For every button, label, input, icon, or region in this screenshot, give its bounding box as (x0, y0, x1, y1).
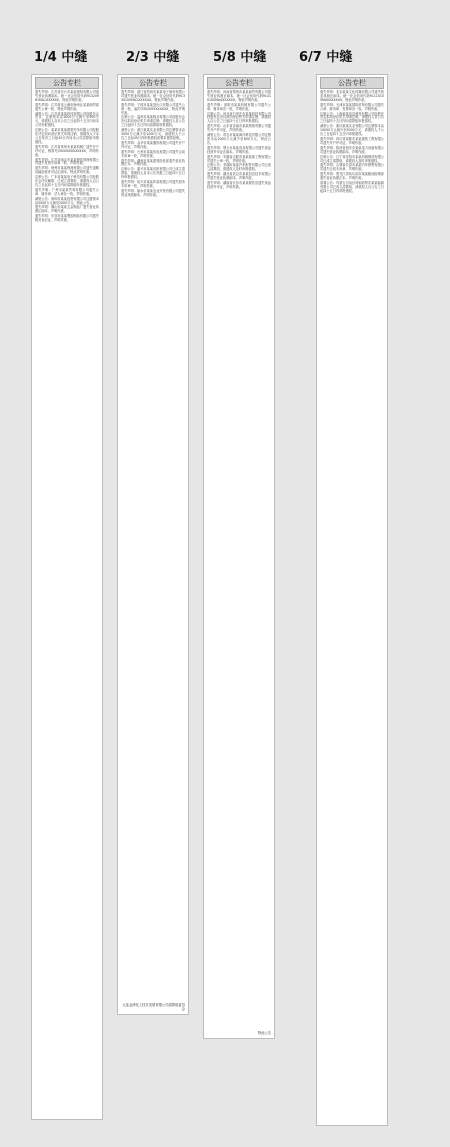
notice-paragraph: 遗失声明：洛阳市某某机械有限公司遗失公章、财务章各一枚，声明作废。 (207, 102, 271, 111)
notice-paragraph: 遗失声明：吉林省长春市某某汽车销售有限公司遗失合同专用章，声明作废。 (320, 163, 384, 172)
notice-paragraph: 遗失声明：佛山市某某五金制品厂遗失营业执照正副本，声明作废。 (35, 205, 99, 214)
notice-paragraph: 注销公告：芜湖市某某汽车配件有限公司已成立清算组，请债权人及时申报债权。 (207, 163, 271, 172)
notice-paragraph: 减资公告：江苏省某某科技有限公司经股东会决议，注册资本由1000万元减少至500万元，请债权人自本公告之日起四十五日内向本公司申报债权。 (35, 111, 99, 128)
notice-paragraph: 遗失声明：烟台市某某食品有限公司遗失食品经营许可证正副本，声明作废。 (207, 145, 271, 154)
notice-paragraph: 注销公告：辽宁省沈阳市某某机械制造有限公司已成立清算组，请债权人及时申报债权。 (320, 154, 384, 163)
column-footer: 特此公告 (257, 1031, 271, 1035)
notice-paragraph: 遗失声明：台州市某某机电有限公司遗失合同专用章一枚，声明作废。 (121, 149, 185, 158)
column-body (320, 91, 384, 194)
column-title: 公告专栏 (207, 77, 271, 89)
notice-paragraph: 遗失声明：绍兴市某某印染有限公司遗失财务专用章一枚，声明作废。 (121, 180, 185, 188)
notice-paragraph: 减资公告：浙江某某实业有限公司注册资本由3000万元减少至1000万元，请债权人于公告之日起45日内申报债权或要求提供担保。 (121, 128, 185, 140)
notice-paragraph: 遗失声明：江苏省东台市某某建材有限公司遗失营业执照副本，统一社会信用代码91320981MA1XXXXXX，特此声明作废。 (35, 90, 99, 102)
column-title: 公告专栏 (121, 77, 185, 89)
header-1-4: 1/4 中缝 (34, 50, 88, 65)
column-title: 公告专栏 (320, 77, 384, 89)
notice-paragraph: 遗失声明：山东省济南市某某物资有限公司遗失开户许可证，声明作废。 (207, 124, 271, 133)
notice-paragraph: 遗失声明：金华市某某服饰有限公司遗失开户许可证，声明作废。 (121, 140, 185, 149)
notice-column-3 (203, 74, 275, 1039)
notice-column-1 (31, 74, 103, 1120)
notice-paragraph: 遗失声明：黑龙江省哈尔滨市某某粮油经销部遗失营业执照正本，声明作废。 (320, 172, 384, 181)
notice-paragraph: 遗失声明：北京某某文化传媒有限公司遗失营业执照正副本，统一社会信用代码91110105MA0XXXXXX，特此声明作废。 (320, 90, 384, 102)
notice-paragraph: 遗失声明：天津市某某国际贸易有限公司遗失公章、财务章、发票章各一枚，声明作废。 (320, 102, 384, 111)
column-title: 公告专栏 (35, 77, 99, 89)
notice-paragraph: 遗失声明：湖州市某某建材经营部遗失营业执照正本，声明作废。 (121, 158, 185, 167)
notice-paragraph: 遗失声明：广州市某某贸易有限公司遗失公章、财务章、法人章各一枚，声明作废。 (35, 187, 99, 196)
notice-paragraph: 注销公告：嘉兴市某某纺织有限公司已成立清算组，请债权人自本公告见报之日起四十五日内申报债权。 (121, 167, 185, 180)
column-body (207, 91, 271, 190)
notice-paragraph: 遗失声明：安徽省合肥市某某装饰工程有限公司遗失公章一枚，声明作废。 (207, 154, 271, 163)
notice-paragraph: 减资公告：青岛市某某海洋科技有限公司注册资本由2000万元减少至800万元，特此公告。 (207, 133, 271, 145)
column-footer: 大连金湾化工技术发展有限公司清算组委员会 (122, 1003, 185, 1011)
notice-paragraph: 清算公告：内蒙古自治区呼和浩特市某某能源有限公司已成立清算组，请债权人自公告之日起四十五日内申报债权。 (320, 181, 384, 193)
notice-paragraph: 遗失声明：江苏省常州市某某机械厂遗失开户许可证，核准号J3040000XXXXXX，声明作废。 (35, 144, 99, 157)
notice-paragraph: 遗失声明：湖南省长沙市某某餐饮店遗失食品经营许可证，声明作废。 (207, 181, 271, 189)
column-body (35, 91, 99, 223)
header-2-3: 2/3 中缝 (126, 50, 180, 65)
notice-paragraph: 注销公告：温州市某某鞋业有限公司经股东会决议拟向登记机关申请注销，请债权人自公告之日起四十五日内向清算组申报债权。 (121, 115, 185, 128)
notice-paragraph: 遗失声明：浙江省杭州市某某电子商务有限公司遗失营业执照副本，统一社会信用代码91330100MA2XXXXXX，特此声明作废。 (121, 90, 185, 102)
header-6-7: 6/7 中缝 (299, 50, 353, 65)
notice-paragraph: 注销公告：河北省石家庄市某某科技有限公司经股东会决议拟向登记机关申请注销，请债权人自公告之日起四十五日内申报债权。 (207, 111, 271, 124)
notice-column-2 (117, 74, 189, 1015)
notice-paragraph: 遗失声明：陕西省西安市某某电力设备有限公司遗失营业执照副本，声明作废。 (320, 145, 384, 154)
notice-paragraph: 遗失声明：江苏省南京市某某餐饮管理有限公司遗失发票专用章一枚，声明作废。 (35, 157, 99, 166)
header-5-8: 5/8 中缝 (213, 50, 267, 65)
notice-paragraph: 遗失声明：江苏省连云港市海州区某某商贸部遗失公章一枚，特此声明作废。 (35, 102, 99, 111)
notice-paragraph: 遗失声明：河南省郑州市某某商贸有限公司遗失营业执照正副本，统一社会信用代码91410100MA4XXXXXX，特此声明作废。 (207, 90, 271, 102)
notice-paragraph: 注销公告：上海某某信息科技有限公司经股东决定拟向登记机关申请注销，请债权人自公告之日起四十五日内向清算组申报债权。 (320, 111, 384, 124)
notice-paragraph: 遗失声明：湖北省武汉市某某信息技术有限公司遗失营业执照副本，声明作废。 (207, 172, 271, 181)
notice-paragraph: 减资公告：重庆某某实业有限公司注册资本由10000万元减少至5000万元，请债权人于公告之日起四十五日内申报债权。 (320, 124, 384, 137)
notice-paragraph: 遗失声明：徐州市某某物流有限公司遗失道路运输经营许可证正副本，特此声明作废。 (35, 166, 99, 175)
notice-paragraph: 遗失声明：丽水市某某农业开发有限公司遗失营业执照副本，声明作废。 (121, 188, 185, 197)
column-body (121, 91, 185, 198)
notice-paragraph: 减资公告：深圳市某某投资有限公司注册资本由5000万元减至2000万元，特此公告。 (35, 196, 99, 205)
notice-paragraph: 遗失声明：四川省成都市某某建筑工程有限公司遗失开户许可证，声明作废。 (320, 136, 384, 145)
notice-column-4 (316, 74, 388, 1126)
notice-paragraph: 注销公告：某某市某某建筑劳务有限公司经股东决定拟向登记机关申请注销，请债权人于本公告发布之日起45日内向本公司清算组申报债权。 (35, 128, 99, 144)
notice-paragraph: 注销公告：广东省某某电子科技有限公司经股东会决议解散，已成立清算组，请债权人自公告之日起四十五日内向清算组申报债权。 (35, 175, 99, 187)
notice-paragraph: 遗失声明：东莞市某某塑胶制品有限公司遗失税务登记证，声明作废。 (35, 214, 99, 223)
notice-paragraph: 遗失声明：宁波市某某进出口有限公司遗失公章一枚，编号3302000XXXXXX，特此声明作废。 (121, 102, 185, 115)
